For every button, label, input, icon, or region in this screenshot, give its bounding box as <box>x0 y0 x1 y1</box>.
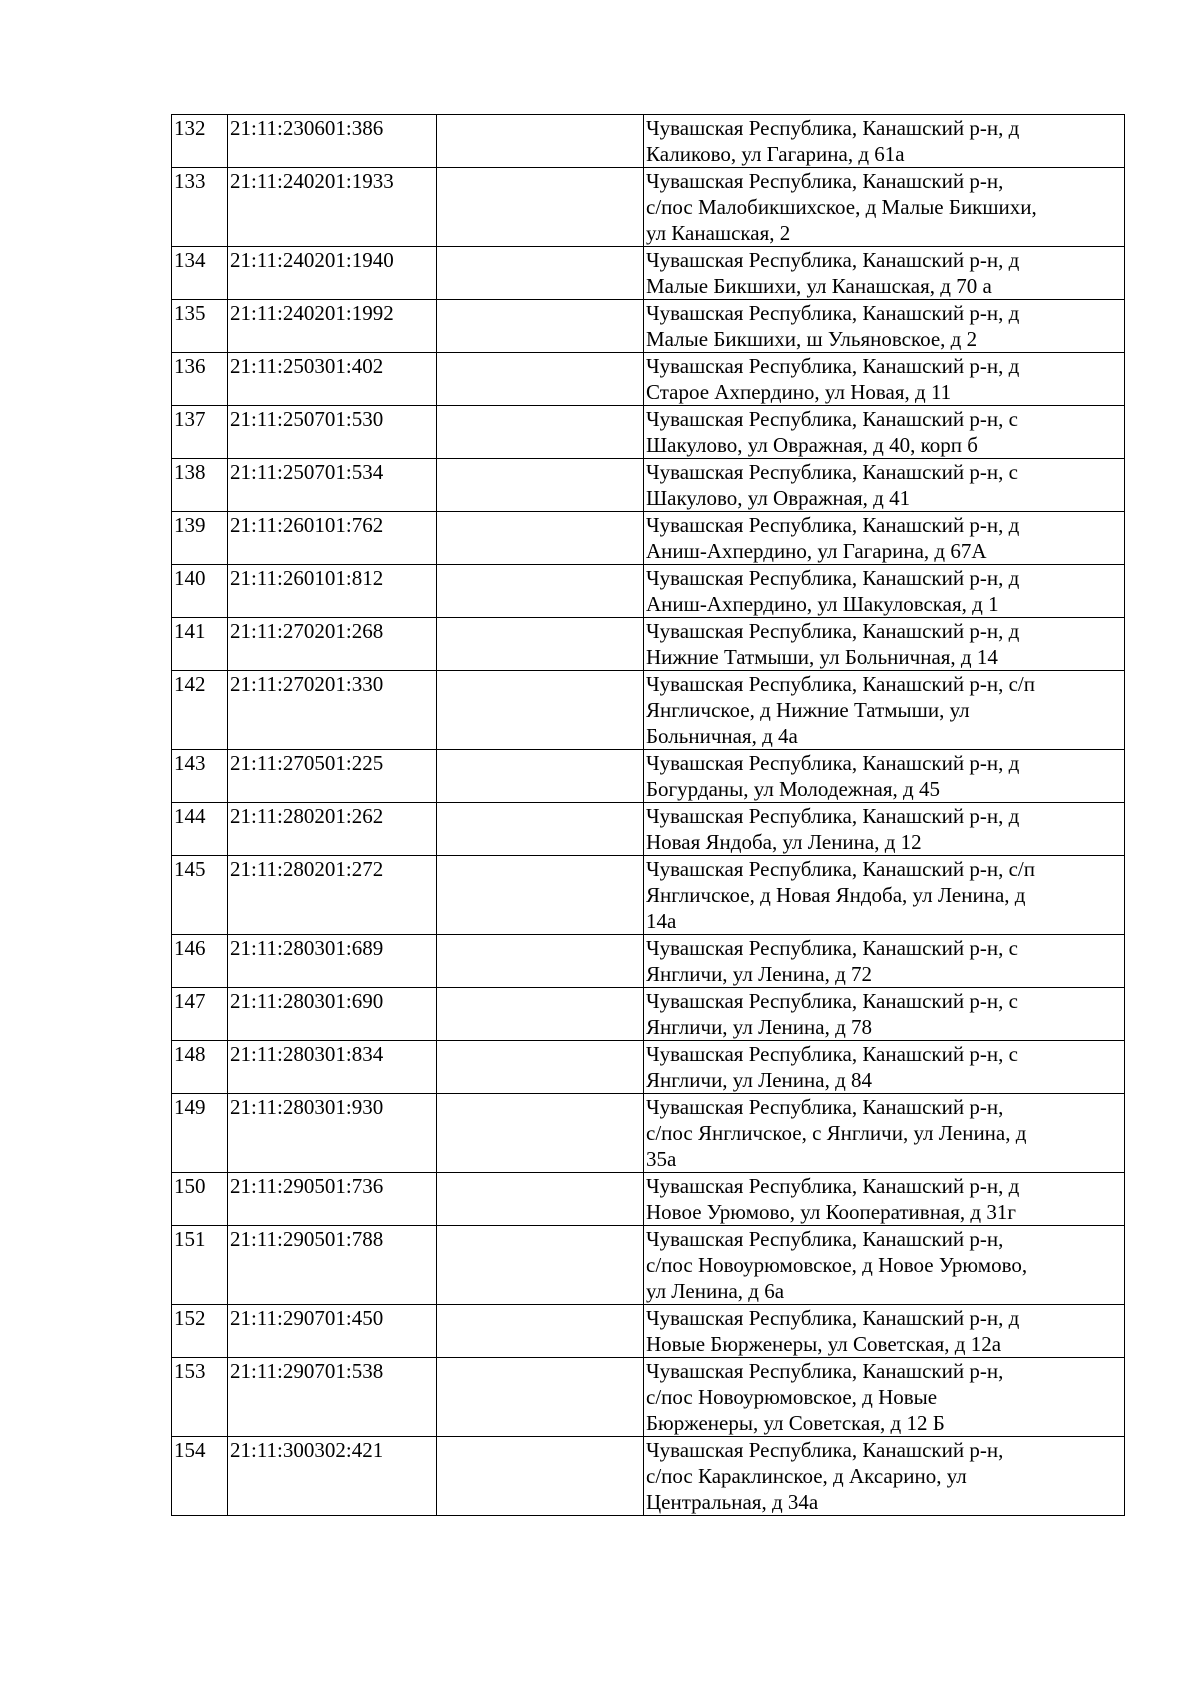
address-line: Чувашская Республика, Канашский р-н, <box>646 1095 1004 1119</box>
address-line: Чувашская Республика, Канашский р-н, с/п <box>646 672 1035 696</box>
address-line: с/пос Янгличское, с Янгличи, ул Ленина, д <box>646 1121 1027 1145</box>
table-row <box>172 168 1125 247</box>
row-number-cell: 153 <box>172 1358 228 1437</box>
address-line: Аниш-Ахпердино, ул Шакуловская, д 1 <box>646 592 999 616</box>
address-line: Каликово, ул Гагарина, д 61а <box>646 142 905 166</box>
empty-cell <box>437 856 644 935</box>
address-line: Чувашская Республика, Канашский р-н, д <box>646 751 1020 775</box>
empty-cell <box>437 1094 644 1173</box>
address-line: Чувашская Республика, Канашский р-н, с <box>646 1042 1018 1066</box>
address-cell <box>644 1305 1125 1358</box>
empty-cell <box>437 618 644 671</box>
empty-cell <box>437 803 644 856</box>
empty-cell <box>437 988 644 1041</box>
empty-cell <box>437 1305 644 1358</box>
address-line: с/пос Новоурюмовское, д Новое Урюмово, <box>646 1253 1028 1277</box>
address-line: с/пос Караклинское, д Аксарино, ул <box>646 1464 967 1488</box>
row-number-cell: 146 <box>172 935 228 988</box>
cadastral-number-cell: 21:11:270201:268 <box>228 618 437 671</box>
address-cell <box>644 750 1125 803</box>
address-line: Центральная, д 34а <box>646 1490 819 1514</box>
row-number-cell: 137 <box>172 406 228 459</box>
address-line: Янгличи, ул Ленина, д 78 <box>646 1015 873 1039</box>
cadastral-number-cell: 21:11:280301:930 <box>228 1094 437 1173</box>
row-number-cell: 138 <box>172 459 228 512</box>
cadastral-number-cell: 21:11:270201:330 <box>228 671 437 750</box>
cadastral-number-cell: 21:11:290701:450 <box>228 1305 437 1358</box>
empty-cell <box>437 1226 644 1305</box>
table-row <box>172 671 1125 750</box>
address-line: Чувашская Республика, Канашский р-н, д <box>646 116 1020 140</box>
empty-cell <box>437 935 644 988</box>
empty-cell <box>437 353 644 406</box>
address-line: Янгличское, д Новая Яндоба, ул Ленина, д <box>646 883 1026 907</box>
cadastral-number-cell: 21:11:280301:690 <box>228 988 437 1041</box>
table-body <box>172 115 1125 1516</box>
address-line: Чувашская Республика, Канашский р-н, с <box>646 989 1018 1013</box>
cadastral-number-cell: 21:11:250301:402 <box>228 353 437 406</box>
address-line: Малые Бикшихи, ш Ульяновское, д 2 <box>646 327 978 351</box>
address-line: Больничная, д 4а <box>646 724 798 748</box>
empty-cell <box>437 512 644 565</box>
address-line: с/пос Новоурюмовское, д Новые <box>646 1385 938 1409</box>
empty-cell <box>437 1437 644 1516</box>
address-line: Янгличи, ул Ленина, д 72 <box>646 962 873 986</box>
row-number-cell: 148 <box>172 1041 228 1094</box>
address-line: Чувашская Республика, Канашский р-н, д <box>646 513 1020 537</box>
table-row <box>172 750 1125 803</box>
address-line: Чувашская Республика, Канашский р-н, д <box>646 301 1020 325</box>
row-number-cell: 141 <box>172 618 228 671</box>
address-cell <box>644 988 1125 1041</box>
address-line: Янгличское, д Нижние Татмыши, ул <box>646 698 970 722</box>
address-line: Чувашская Республика, Канашский р-н, с <box>646 407 1018 431</box>
address-cell <box>644 565 1125 618</box>
address-line: Новая Яндоба, ул Ленина, д 12 <box>646 830 922 854</box>
table-row <box>172 1041 1125 1094</box>
row-number-cell: 140 <box>172 565 228 618</box>
row-number-cell: 136 <box>172 353 228 406</box>
address-cell <box>644 300 1125 353</box>
cadastral-number-cell: 21:11:260101:762 <box>228 512 437 565</box>
address-line: Чувашская Республика, Канашский р-н, с <box>646 460 1018 484</box>
address-cell <box>644 353 1125 406</box>
address-line: Чувашская Республика, Канашский р-н, <box>646 1359 1004 1383</box>
cadastral-number-cell: 21:11:230601:386 <box>228 115 437 168</box>
address-line: Богурданы, ул Молодежная, д 45 <box>646 777 940 801</box>
row-number-cell: 152 <box>172 1305 228 1358</box>
table-row <box>172 353 1125 406</box>
address-cell <box>644 115 1125 168</box>
row-number-cell: 132 <box>172 115 228 168</box>
cadastral-number-cell: 21:11:280201:272 <box>228 856 437 935</box>
table-row <box>172 1437 1125 1516</box>
address-line: Шакулово, ул Овражная, д 41 <box>646 486 911 510</box>
cadastral-number-cell: 21:11:240201:1940 <box>228 247 437 300</box>
row-number-cell: 135 <box>172 300 228 353</box>
empty-cell <box>437 671 644 750</box>
row-number-cell: 139 <box>172 512 228 565</box>
table-row <box>172 300 1125 353</box>
address-line: Чувашская Республика, Канашский р-н, с <box>646 936 1018 960</box>
address-cell <box>644 406 1125 459</box>
empty-cell <box>437 1173 644 1226</box>
address-cell <box>644 1358 1125 1437</box>
address-line: с/пос Малобикшихское, д Малые Бикшихи, <box>646 195 1037 219</box>
address-line: Чувашская Республика, Канашский р-н, д <box>646 566 1020 590</box>
empty-cell <box>437 1358 644 1437</box>
address-line: Чувашская Республика, Канашский р-н, д <box>646 354 1020 378</box>
address-line: Новое Урюмово, ул Кооперативная, д 31г <box>646 1200 1016 1224</box>
address-cell <box>644 935 1125 988</box>
address-cell <box>644 512 1125 565</box>
table-row <box>172 512 1125 565</box>
address-line: Бюрженеры, ул Советская, д 12 Б <box>646 1411 945 1435</box>
empty-cell <box>437 1041 644 1094</box>
address-line: Чувашская Республика, Канашский р-н, д <box>646 1174 1020 1198</box>
table-row <box>172 856 1125 935</box>
empty-cell <box>437 565 644 618</box>
cadastral-number-cell: 21:11:290501:788 <box>228 1226 437 1305</box>
address-cell <box>644 1437 1125 1516</box>
address-cell <box>644 803 1125 856</box>
table-row <box>172 935 1125 988</box>
property-registry-table <box>171 114 1125 1516</box>
cadastral-number-cell: 21:11:290701:538 <box>228 1358 437 1437</box>
address-line: Чувашская Республика, Канашский р-н, <box>646 1227 1004 1251</box>
table-row <box>172 1094 1125 1173</box>
address-cell <box>644 671 1125 750</box>
cadastral-number-cell: 21:11:260101:812 <box>228 565 437 618</box>
empty-cell <box>437 459 644 512</box>
address-line: Аниш-Ахпердино, ул Гагарина, д 67А <box>646 539 987 563</box>
empty-cell <box>437 406 644 459</box>
address-cell <box>644 1226 1125 1305</box>
address-line: Новые Бюрженеры, ул Советская, д 12а <box>646 1332 1002 1356</box>
table-row <box>172 406 1125 459</box>
address-cell <box>644 247 1125 300</box>
address-line: Малые Бикшихи, ул Канашская, д 70 а <box>646 274 992 298</box>
address-line: 14а <box>646 909 677 933</box>
address-line: 35а <box>646 1147 677 1171</box>
row-number-cell: 151 <box>172 1226 228 1305</box>
address-line: Нижние Татмыши, ул Больничная, д 14 <box>646 645 998 669</box>
table-row <box>172 1226 1125 1305</box>
cadastral-number-cell: 21:11:250701:530 <box>228 406 437 459</box>
cadastral-number-cell: 21:11:280301:834 <box>228 1041 437 1094</box>
address-line: Янгличи, ул Ленина, д 84 <box>646 1068 873 1092</box>
address-cell <box>644 618 1125 671</box>
cadastral-number-cell: 21:11:240201:1992 <box>228 300 437 353</box>
empty-cell <box>437 168 644 247</box>
address-cell <box>644 1173 1125 1226</box>
cadastral-number-cell: 21:11:300302:421 <box>228 1437 437 1516</box>
row-number-cell: 134 <box>172 247 228 300</box>
row-number-cell: 145 <box>172 856 228 935</box>
table-row <box>172 618 1125 671</box>
cadastral-number-cell: 21:11:240201:1933 <box>228 168 437 247</box>
address-line: Чувашская Республика, Канашский р-н, д <box>646 1306 1020 1330</box>
table-row <box>172 1173 1125 1226</box>
row-number-cell: 142 <box>172 671 228 750</box>
address-cell <box>644 856 1125 935</box>
row-number-cell: 154 <box>172 1437 228 1516</box>
address-line: Чувашская Республика, Канашский р-н, д <box>646 248 1020 272</box>
table-row <box>172 115 1125 168</box>
address-cell <box>644 459 1125 512</box>
empty-cell <box>437 247 644 300</box>
address-line: Чувашская Республика, Канашский р-н, д <box>646 619 1020 643</box>
address-line: Старое Ахпердино, ул Новая, д 11 <box>646 380 952 404</box>
address-line: ул Канашская, 2 <box>646 221 791 245</box>
address-line: Чувашская Республика, Канашский р-н, <box>646 1438 1004 1462</box>
address-cell <box>644 168 1125 247</box>
empty-cell <box>437 115 644 168</box>
table-row <box>172 459 1125 512</box>
cadastral-number-cell: 21:11:290501:736 <box>228 1173 437 1226</box>
table-row <box>172 565 1125 618</box>
row-number-cell: 149 <box>172 1094 228 1173</box>
table-row <box>172 803 1125 856</box>
row-number-cell: 133 <box>172 168 228 247</box>
cadastral-number-cell: 21:11:270501:225 <box>228 750 437 803</box>
row-number-cell: 143 <box>172 750 228 803</box>
row-number-cell: 147 <box>172 988 228 1041</box>
address-line: ул Ленина, д 6а <box>646 1279 785 1303</box>
empty-cell <box>437 300 644 353</box>
cadastral-number-cell: 21:11:280301:689 <box>228 935 437 988</box>
table-row <box>172 1305 1125 1358</box>
cadastral-number-cell: 21:11:250701:534 <box>228 459 437 512</box>
table-row <box>172 247 1125 300</box>
table-row <box>172 1358 1125 1437</box>
address-cell <box>644 1041 1125 1094</box>
row-number-cell: 150 <box>172 1173 228 1226</box>
cadastral-number-cell: 21:11:280201:262 <box>228 803 437 856</box>
address-line: Чувашская Республика, Канашский р-н, с/п <box>646 857 1035 881</box>
row-number-cell: 144 <box>172 803 228 856</box>
address-cell <box>644 1094 1125 1173</box>
table-row <box>172 988 1125 1041</box>
empty-cell <box>437 750 644 803</box>
address-line: Чувашская Республика, Канашский р-н, д <box>646 804 1020 828</box>
address-line: Шакулово, ул Овражная, д 40, корп б <box>646 433 978 457</box>
address-line: Чувашская Республика, Канашский р-н, <box>646 169 1004 193</box>
